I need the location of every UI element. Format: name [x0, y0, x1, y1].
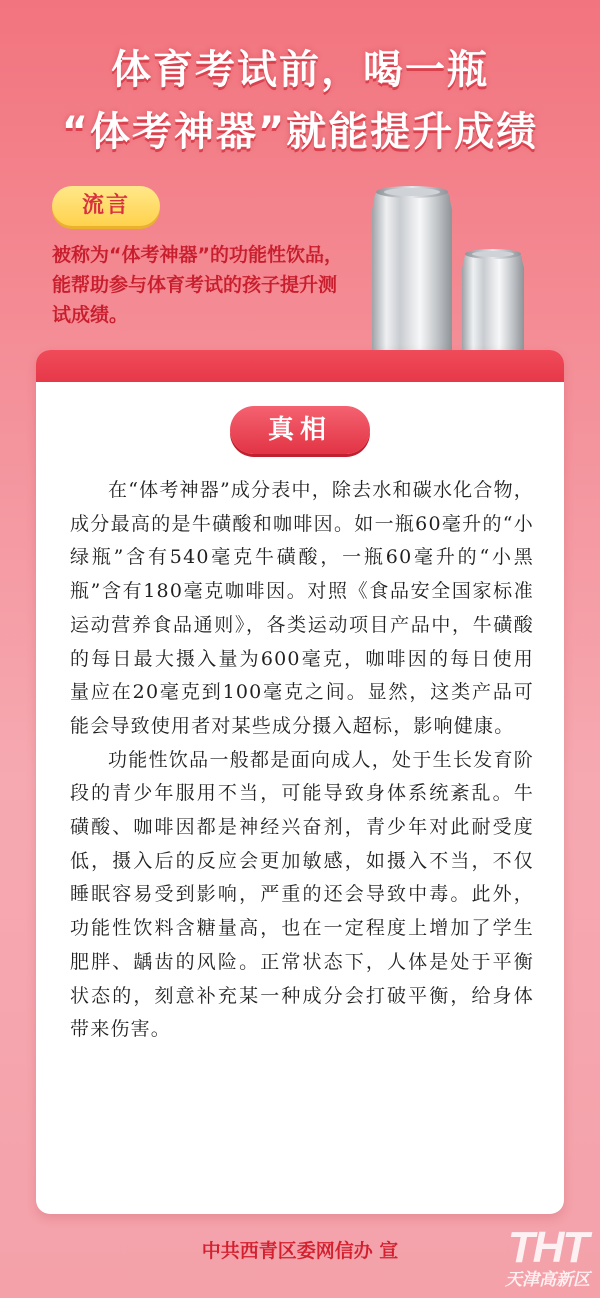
truth-paragraph-2: 功能性饮品一般都是面向成人，处于生长发育阶段的青少年服用不当，可能导致身体系统紊乱。牛磺酸、咖啡因都是神经兴奋剂，青少年对此耐受度低，摄入后的反应会更加敏感，如摄入不当，不仅睡眠容易受到影响，严重的还会导致中毒。此外，功能性饮料含糖量高，也在一定程度上增加了学生肥胖、龋齿的风险。正常状态下，人体是处于平衡状态的，刻意补充某一种成分会打破平衡，给身体带来伤害。 — [70, 748, 534, 1041]
headline-line-1: 体育考试前，喝一瓶 — [111, 47, 489, 93]
truth-body — [70, 474, 534, 1047]
can-large-icon — [372, 186, 452, 368]
rumor-badge: 流言 — [52, 186, 160, 226]
truth-card — [36, 350, 564, 1214]
watermark-logo-text: THT — [507, 1223, 588, 1272]
watermark-logo — [505, 1223, 590, 1290]
truth-badge: 真相 — [230, 406, 370, 454]
watermark-caption: 天津高新区 — [505, 1270, 590, 1290]
rumor-text: 被称为“体考神器”的功能性饮品，能帮助参与体育考试的孩子提升测试成绩。 — [52, 244, 343, 326]
card-header-bar — [36, 350, 564, 382]
headline-line-2: “体考神器”就能提升成绩 — [61, 109, 539, 155]
truth-paragraph-1: 在“体考神器”成分表中，除去水和碳水化合物，成分最高的是牛磺酸和咖啡因。如一瓶60毫升的“小绿瓶”含有540毫克牛磺酸，一瓶60毫升的“小黑瓶”含有180毫克咖啡因。对照《食品安全国家标准运动营养食品通则》，各类运动项目产品中，牛磺酸的每日最大摄入量为600毫克，咖啡因的每日使用量应在20毫克到100毫克之间。显然，这类产品可能会导致使用者对某些成分摄入超标，影响健康。 — [70, 479, 534, 737]
footer-credit: 中共西青区委网信办 宣 — [201, 1240, 399, 1262]
